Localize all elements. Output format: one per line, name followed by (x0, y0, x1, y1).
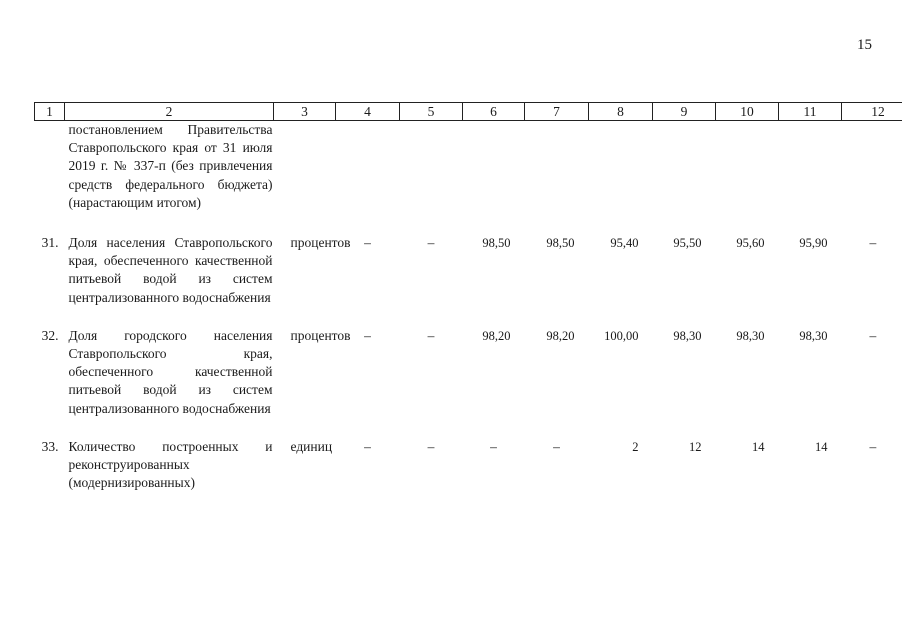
value-cell: 98,20 (546, 328, 575, 343)
row-number: 31. (41, 235, 59, 251)
indicator-table (34, 102, 902, 492)
value-cell: 12 (689, 439, 702, 454)
value-cell: 14 (815, 439, 828, 454)
unit-cell: процентов (290, 235, 351, 251)
row-number: 33. (41, 438, 59, 454)
column-header: 11 (779, 103, 842, 121)
column-header: 7 (525, 103, 589, 121)
column-header: 10 (716, 103, 779, 121)
value-cell: 95,40 (610, 236, 639, 251)
value-cell: 98,50 (482, 236, 511, 251)
value-cell: 95,60 (736, 236, 765, 251)
indicator-name: Количество построенных и реконструированных (модернизированных) (68, 438, 273, 491)
value-cell: – (364, 438, 371, 454)
table-row (35, 234, 902, 307)
column-header: 5 (400, 103, 463, 121)
value-cell: – (553, 438, 560, 454)
indicator-name: Доля населения Ставропольского края, обеспеченного качественной питьевой водой из систем централизованного водоснабжения (68, 235, 273, 305)
value-cell: 100,00 (604, 328, 639, 343)
value-cell: 98,30 (799, 328, 828, 343)
value-cell: 95,90 (799, 236, 828, 251)
value-cell: – (427, 235, 435, 251)
indicator-name: Доля городского населения Ставропольского края, обеспеченного качественной питьевой водой из систем централизованного водоснабжения (68, 327, 273, 416)
value-cell: 14 (752, 439, 765, 454)
column-header: 12 (842, 103, 902, 121)
unit-cell: процентов (290, 327, 351, 343)
value-cell: 98,50 (546, 236, 575, 251)
unit-cell: единиц (290, 438, 333, 454)
value-cell: – (869, 327, 877, 343)
table-row (35, 327, 902, 418)
column-header: 4 (336, 103, 400, 121)
value-cell: 98,30 (736, 328, 765, 343)
column-header: 2 (65, 103, 274, 121)
value-cell: – (364, 327, 371, 343)
continuation-row (35, 121, 902, 213)
value-cell: 2 (632, 439, 639, 454)
value-cell: – (869, 235, 877, 251)
row-number: 32. (41, 327, 59, 343)
value-cell: 95,50 (673, 236, 702, 251)
column-header: 3 (274, 103, 336, 121)
table-row (35, 438, 902, 493)
value-cell: – (869, 438, 877, 454)
continuation-text: постановлением Правительства Ставропольского края от 31 июля 2019 г. № 337-п (без привлечения средств федерального бюджета) (нарастающим итогом) (68, 122, 273, 210)
value-cell: 98,20 (482, 328, 511, 343)
column-header: 6 (463, 103, 525, 121)
value-cell: 98,30 (673, 328, 702, 343)
table-header-row (35, 103, 902, 121)
value-cell: – (427, 327, 435, 343)
column-header: 8 (589, 103, 653, 121)
column-header: 9 (653, 103, 716, 121)
value-cell: – (427, 438, 435, 454)
value-cell: – (490, 438, 497, 454)
value-cell: – (364, 235, 371, 251)
page-number: 15 (857, 37, 872, 53)
column-header: 1 (35, 103, 65, 121)
